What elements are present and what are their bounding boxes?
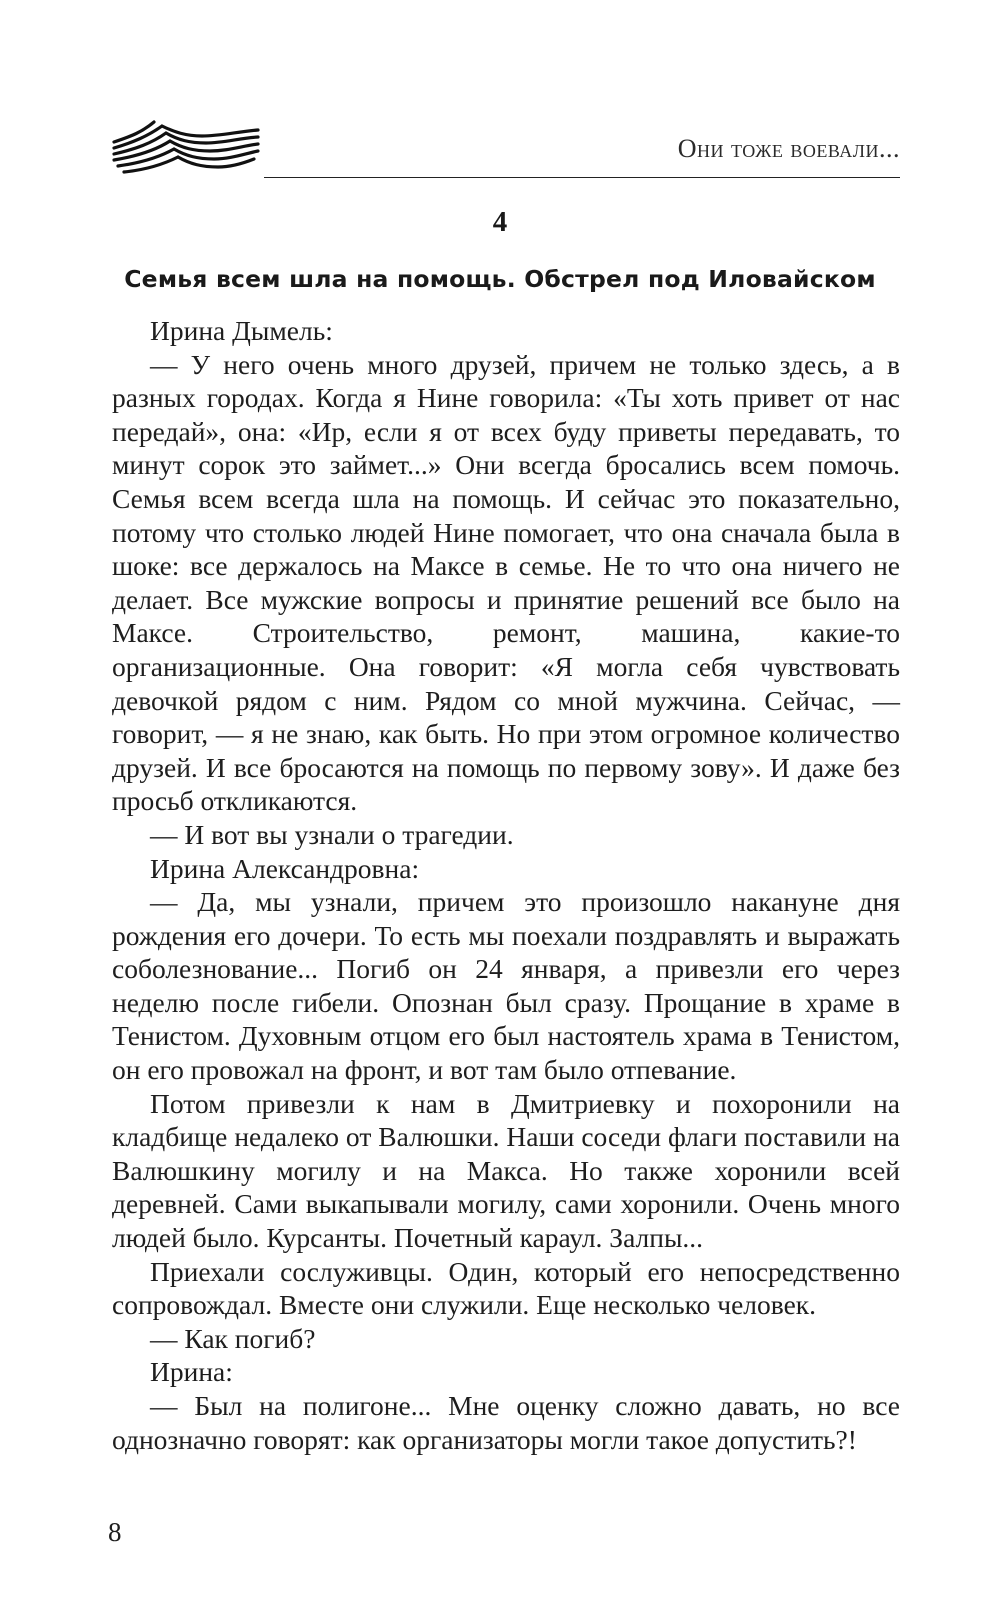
paragraph: — Да, мы узнали, причем это произошло накануне дня рождения его дочери. То есть мы поехали поздравлять и выражать соболезнование... Погиб он 24 января, а привезли его через неделю после гибели. Опознан был сразу. Прощание в храме в Тенистом. Духовным отцом его был настоятель храма в Тенистом, он его провожал на фронт, и вот там было отпевание. — [112, 886, 900, 1086]
chapter-title: Семья всем шла на помощь. Обстрел под Иловайском — [124, 265, 876, 293]
page-header — [112, 118, 900, 188]
paragraph: Потом привезли к нам в Дмитриевку и похоронили на кладбище недалеко от Валюшки. Наши соседи флаги поставили на Валюшкину могилу и на Макса. Но также хоронили всей деревней. Сами выкапывали могилу, сами хоронили. Очень много людей было. Курсанты. Почетный караул. Залпы... — [112, 1087, 900, 1254]
header-rule — [264, 177, 900, 178]
paragraph: Ирина Дымель: — [150, 315, 333, 346]
page-number: 8 — [108, 1517, 122, 1547]
paragraph: — Как погиб? — [150, 1322, 316, 1354]
paragraph: Приехали сослуживцы. Один, который его непосредственно сопровождал. Вместе они служили. Еще несколько человек. — [112, 1255, 900, 1321]
paragraph: Ирина Александровна: — [150, 852, 420, 884]
striped-ribbon-icon — [112, 118, 262, 180]
paragraph: — У него очень много друзей, причем не только здесь, а в разных городах. Когда я Нине говорила: «Ты хоть привет от нас передай», она: «Ир, если я от всех буду приветы передавать, то минут сорок это займет...» Они всегда бросались всем помочь. Семья всем всегда шла на помощь. И сейчас это показательно, потому что столько людей Нине помогает, что она сначала была в шоке: все держалось на Максе в семье. Не то что она ничего не делает. Все мужские вопросы и принятие решений все было на Максе. Строительство, ремонт, машина, какие-то организационные. Она говорит: «Я могла себя чувствовать девочкой рядом с ним. Рядом со мной мужчина. Сейчас, — говорит, — я не знаю, как быть. Но при этом огромное количество друзей. И все бросаются на помощь по первому зову». И даже без просьб откликаются. — [112, 348, 900, 817]
running-title: Они тоже воевали... — [677, 134, 900, 163]
paragraph: — Был на полигоне... Мне оценку сложно давать, но все однозначно говорят: как организаторы могли такое допустить?! — [112, 1390, 900, 1455]
paragraph: — И вот вы узнали о трагедии. — [150, 818, 514, 850]
body-text — [112, 314, 900, 1456]
paragraph: Ирина: — [150, 1356, 233, 1388]
chapter-number: 4 — [492, 206, 508, 238]
